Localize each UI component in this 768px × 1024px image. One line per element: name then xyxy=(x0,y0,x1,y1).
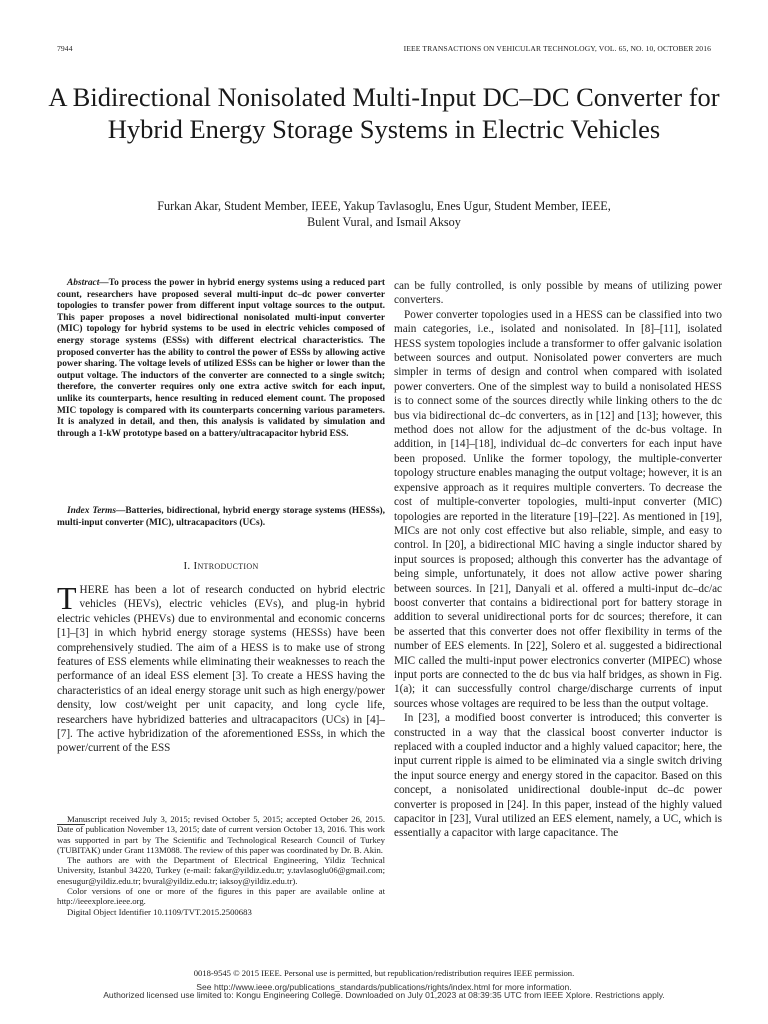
abstract-lead: Abstract— xyxy=(67,278,109,288)
copyright-notice xyxy=(40,968,728,978)
abstract-text xyxy=(57,278,385,440)
index-terms-text xyxy=(57,506,385,529)
paper-title: A Bidirectional Nonisolated Multi-Input DC–DC Converter for Hybrid Energy Storage Systems in Electric Vehicles xyxy=(48,82,720,144)
paragraph-topologies: Power converter topologies used in a HESS can be classified into two main categories, i.e., isolated and nonisolated. In [8]–[11], isolated HESS system topologies include a transformer to offer galvanic isolation between sources and output. Nonisolated power converters are much simpler in terms of design and control when compared with isolated power converters. One of the simplest way to build a nonisolated HESS is to connect some of the sources directly while linking others to the dc bus via bidirectional dc–dc converters, as in [12] and [13]; however, this method does not allow for the adjustment of the dc-bus voltage. In addition, in [14]–[18], individual dc–dc converters for each input have been proposed. Unlike the former topology, the multiple-converter topology structure enables managing the output voltage; however, it is an expensive approach as it requires multiple converters. To decrease the cost of multiple-converter topologies, multi-input converter (MIC) topologies are reported in the literature [19]–[22]. As mentioned in [19], MICs are not only cost effective but also reliable, simple, and easy to control. In [20], a bidirectional MIC having a single inductor shared by input sources is proposed; although this converter has the advantage of being simple, unfortunately, it does not allow active power sharing between sources. In [21], Danyali et al. offered a multi-input dc–dc/ac boost converter that contains a bidirectional port for battery storage in addition to several unidirectional ports for dc sources; therefore, it can be asserted that this converter does not offer flexibility in terms of the number of EES elements. In [22], Solero et al. suggested a bidirectional MIC called the multi-input power electronics converter (MIPEC) whose input ports are connected to the dc bus via half bridges, as shown in Fig. 1(a); it can successfully control charge/discharge currents of input sources whose voltages are required to be less than the output voltage. xyxy=(394,308,722,710)
license-watermark: Authorized licensed use limited to: Kongu Engineering College. Downloaded on July 01,2023 at 08:39:35 UTC from IEEE Xplore. Restrictions apply. xyxy=(103,990,665,1000)
footnotes xyxy=(57,814,385,917)
author-line-2: Bulent Vural, and Ismail Aksoy xyxy=(307,215,461,229)
paragraph-continued: can be fully controlled, is only possible by means of utilizing power converters. xyxy=(394,280,722,307)
intro-section xyxy=(57,580,385,756)
footnote-color: Color versions of one or more of the figures in this paper are available online at http://ieeexplore.ieee.org. xyxy=(57,886,385,907)
index-terms xyxy=(57,506,385,529)
index-terms-lead: Index Terms— xyxy=(67,506,126,516)
footnote-manuscript: Manuscript received July 3, 2015; revised October 5, 2015; accepted October 26, 2015. Date of publication November 13, 2015; date of current version October 13, 2016. This work was supported in part by The Scientific and Technological Research Council of Turkey (TUBITAK) under Grant 113M088. The review of this paper was coordinated by Dr. B. Akin. xyxy=(57,814,385,855)
paragraph-modified-boost: In [23], a modified boost converter is introduced; this converter is constructed in a way that the classical boost converter inductor is replaced with a coupled inductor and a highly valued capacitor; here, the input current ripple is aimed to be eliminated via a single switch driving the input source energy and energy stored in the capacitor. Based on this concept, a nonisolated unidirectional double-input dc–dc power converter is proposed in [24]. In this paper, instead of the highly valued capacitor in [23], Vural utilized an EES element, namely, a UC, which is essentially a capacitor with large capacitance. The xyxy=(394,712,722,840)
drop-cap: T xyxy=(57,580,77,616)
footnote-doi: Digital Object Identifier 10.1109/TVT.2015.2500683 xyxy=(67,906,252,917)
index-terms-body: Batteries, bidirectional, hybrid energy storage systems (HESSs), multi-input converter (MIC), ultracapacitors (UCs). xyxy=(57,506,385,528)
copyright-line: 0018-9545 © 2015 IEEE. Personal use is permitted, but republication/redistribution requires IEEE permission. xyxy=(193,968,575,978)
section-title: Introduction xyxy=(193,560,259,572)
author-list xyxy=(40,198,728,230)
intro-text: HERE has been a lot of research conducted on hybrid electric vehicles (HEVs), electric vehicles (EVs), and plug-in hybrid electric vehicles (PHEVs) due to environmental and economic concerns [1]–[3] in which hybrid energy storage systems (HESSs) have been comprehensively studied. The aim of a HESS is to make use of strong features of ESS elements while eliminating their weaknesses to reach the performance of an ideal ESS element [3]. To create a HESS having the characteristics of an ideal energy storage unit such as high energy/power density, low cost/weight per unit capacity, and long cycle life, researchers have hybridized batteries and ultracapacitors (UCs) in [4]–[7]. The active hybridization of the aforementioned ESSs, in which the power/current of the ESS xyxy=(57,584,385,755)
abstract xyxy=(57,278,385,440)
footnote-affiliation: The authors are with the Department of Electrical Engineering, Yildiz Technical University, Istanbul 34220, Turkey (e-mail: fakar@yildiz.edu.tr; y.tavlasoglu06@gmail.com; enesugur@yildiz.edu.tr; bvural@yildiz.edu.tr; iaksoy@yildiz.edu.tr). xyxy=(57,855,385,886)
rights-line: See http://www.ieee.org/publications_standards/publications/rights/index.html for more information. xyxy=(196,982,572,992)
section-numeral: I. xyxy=(183,560,194,572)
page-number: 7944 xyxy=(57,44,73,53)
right-column xyxy=(394,279,722,841)
intro-paragraph xyxy=(57,580,385,756)
section-heading xyxy=(57,560,385,572)
abstract-body: To process the power in hybrid energy systems using a reduced part count, researchers have proposed several multi-input dc–dc power converter topologies to transfer power from different input voltage sources to the output. This paper proposes a novel bidirectional nonisolated multi-input converter (MIC) topology for hybrid systems to be used in electric vehicles composed of energy storage systems (ESSs) with different electrical characteristics. The proposed converter has the ability to control the power of ESSs by allowing active power sharing. The voltage levels of utilized ESSs can be higher or lower than the output voltage. The inductors of the converter are connected to a single switch; therefore, the converter requires only one extra active switch for each input, unlike its counterparts, hence resulting in reduced element count. The proposed MIC topology is compared with its counterparts concerning various parameters. It is analyzed in detail, and then, this analysis is validated by simulation and through a 1-kW prototype based on a battery/ultracapacitor hybrid ESS. xyxy=(57,278,385,439)
author-line-1: Furkan Akar, Student Member, IEEE, Yakup Tavlasoglu, Enes Ugur, Student Member, IEEE, xyxy=(157,199,611,213)
journal-header: IEEE TRANSACTIONS ON VEHICULAR TECHNOLOGY, VOL. 65, NO. 10, OCTOBER 2016 xyxy=(403,44,711,53)
